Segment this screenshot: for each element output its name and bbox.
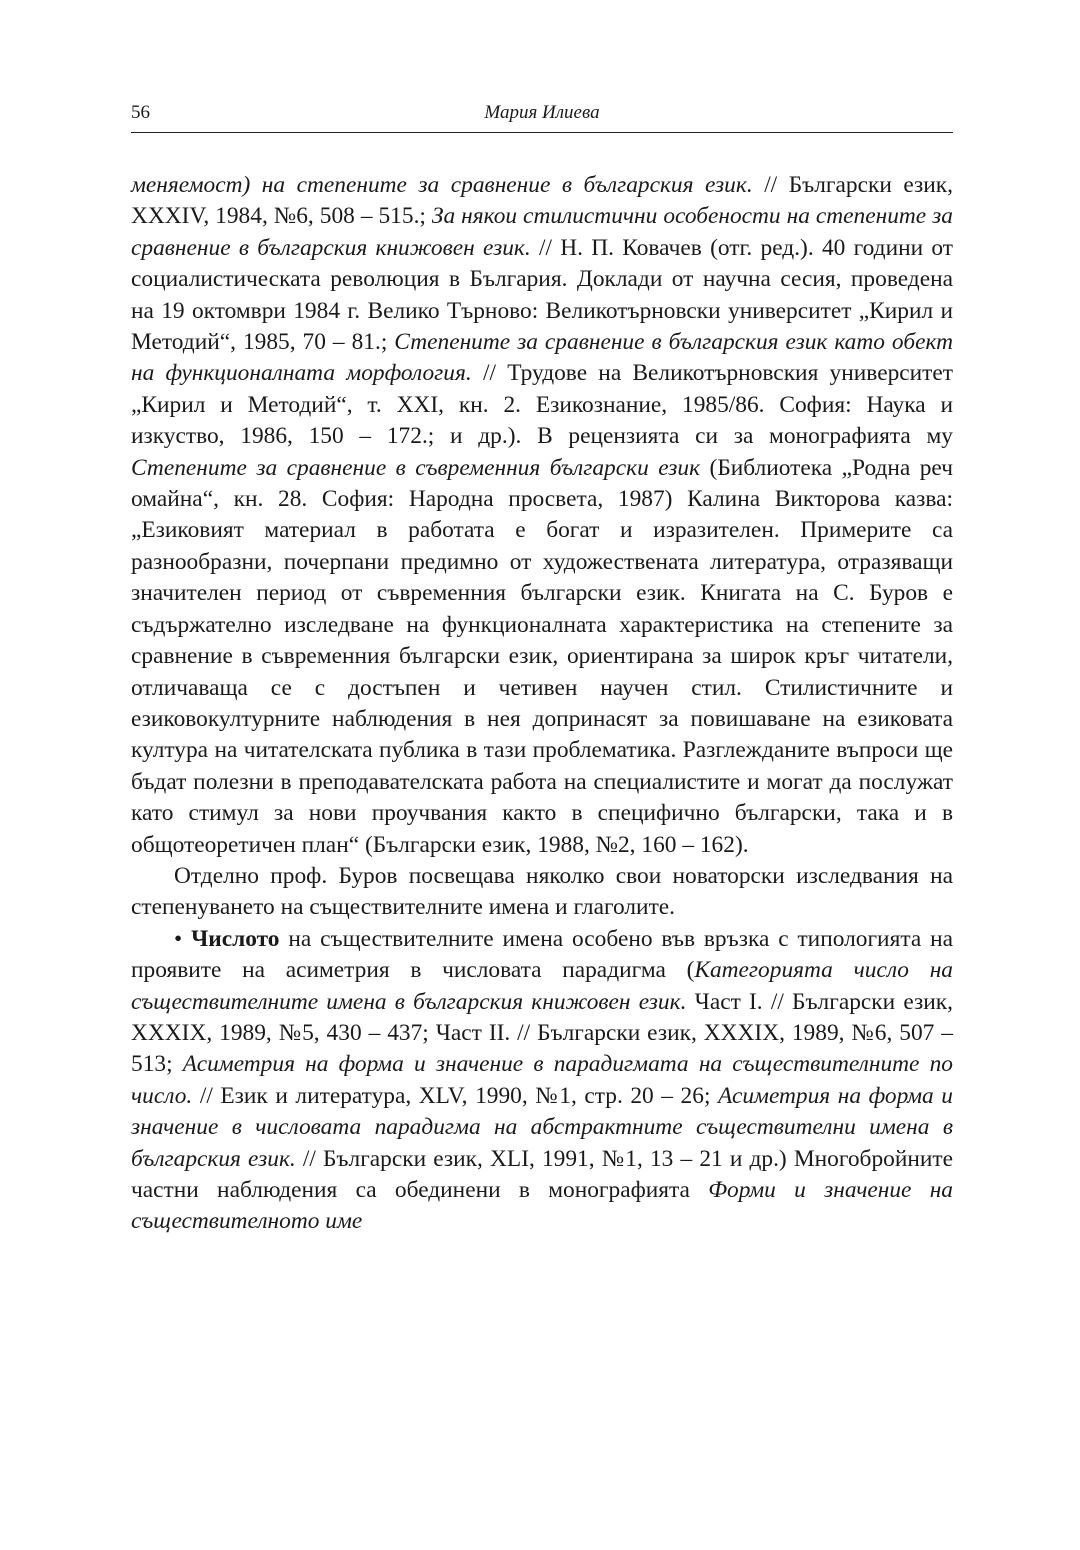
paragraph-2 <box>131 861 953 924</box>
page-number: 56 <box>131 102 150 123</box>
text-run: // Български език, XLI, 1991, №1, 13 – 21 и др.) Многобройните частни наблюдения са обединени в монографията <box>131 1145 954 1203</box>
running-title-author: Мария Илиева <box>484 102 600 123</box>
text-run: (Библиотека „Родна реч омайна“, кн. 28. София: Народна просвета, 1987) Калина Викторова казва: „Езиковият материал в работата е богат и изразителен. Примерите са разнообразни, почерпани предимно от художествената литература, отразяващи значителен период от съвременния български език. Книгата на С. Буров е съдържателно изследване на функционалната характеристика на степените за сравнение в съвременния български език, ориентирана за широк кръг читатели, отличаваща се с достъпен и четивен научен стил. Стилистичните и езиковокултурните наблюдения в нея допринасят за повишаване на езиковата култура на читателската публика в тази проблематика. Разглежданите въпроси ще бъдат полезни в преподавателската работа на специалистите и могат да послужат като стимул за нови проучвания както в специфично български, така и в общотеоретичен план“ (Български език, 1988, №2, 160 – 162). <box>131 454 953 858</box>
text-run: // Български език, XXXIV, 1984, №6, 508 – 515.; <box>131 172 953 230</box>
text-run: // Н. П. Ковачев (отг. ред.). 40 години от социалистическата революция в България. Доклади от научна сесия, проведена на 19 октомври 1984 г. Велико Търново: Великотърновски университет „Кирил и Методий“, 1985, 70 – 81.; <box>131 234 954 356</box>
text-run: меняемост) на степените за сравнение в българския език. <box>131 172 753 198</box>
term-number: Числото <box>191 925 280 952</box>
text-run: За някои стилистични особености на степените за сравнение в българския книжовен език. <box>131 203 953 261</box>
text-run: Част I. // Български език, XXXIX, 1989, №5, 430 – 437; Част II. // Български език, XXXIX, 1989, №6, 507 – 513; <box>131 988 953 1078</box>
text-run: Степените за сравнение в съвременния български език <box>131 454 701 481</box>
text-run: Степените за сравнение в българския език като обект на функционалната морфология. <box>131 329 953 387</box>
text-run: Категорията число на съществителните имена в българския книжовен език. <box>131 957 953 1015</box>
text-run: на съществителните имена особено във връзка с типологията на проявите на асиметрия в числовата парадигма ( <box>131 925 953 984</box>
text-run: // Трудове на Великотърновския университет „Кирил и Методий“, т. XXI, кн. 2. Езикознание, 1985/86. София: Наука и изкуство, 1986, 150 – 172.; и др.). В рецензията си за монографията му <box>131 360 953 450</box>
running-header <box>131 100 953 133</box>
text-run: Форми и значение на съществителното име <box>131 1177 953 1235</box>
text-run: Асиметрия на форма и значение в парадигмата на съществителните по число. <box>131 1051 953 1109</box>
bullet: • <box>174 925 192 952</box>
text-run: // Език и литература, XLV, 1990, №1, стр. 20 – 26; <box>192 1082 719 1109</box>
paragraph-3 <box>131 924 953 1238</box>
paragraph-1 <box>131 170 953 861</box>
body-text <box>131 170 953 1238</box>
text-run: Отделно проф. Буров посвещава няколко свои новаторски изследвания на степенуването на съществителните имена и глаголите. <box>131 862 953 921</box>
text-run: Асиметрия на форма и значение в числовата парадигма на абстрактните съществителни имена в българския език. <box>131 1082 953 1172</box>
